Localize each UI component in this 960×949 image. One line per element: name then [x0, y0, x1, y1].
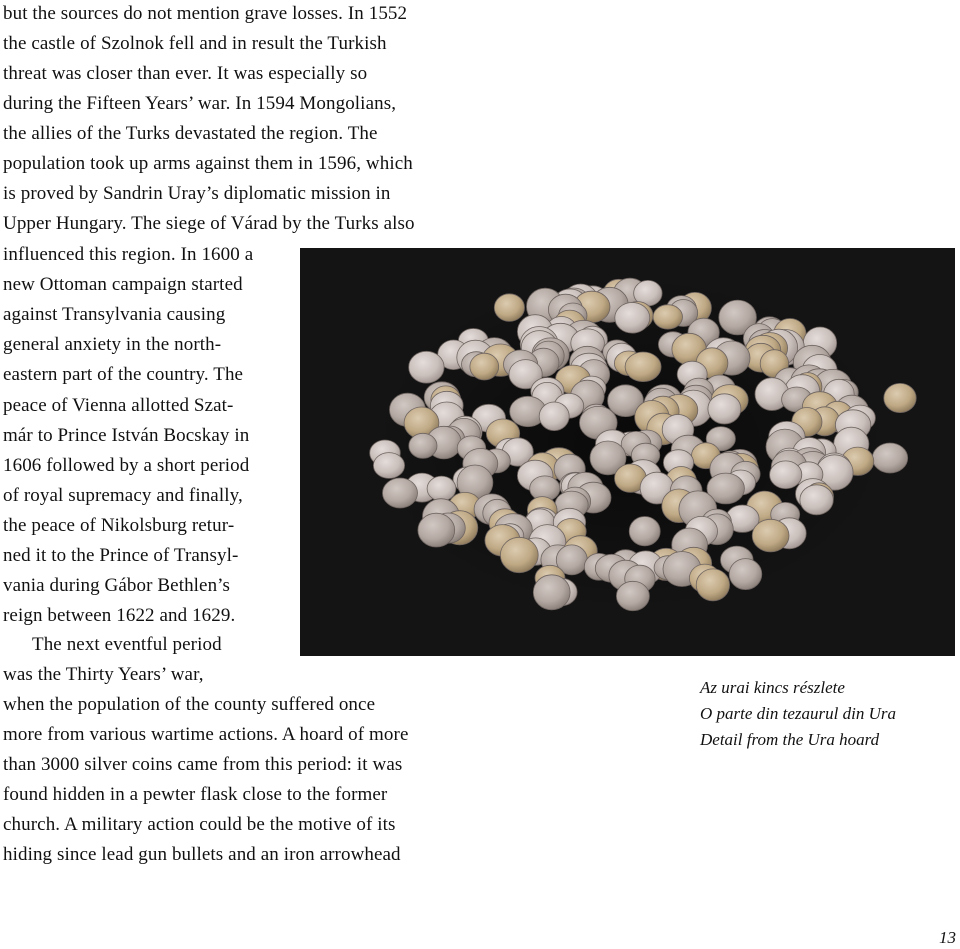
coin: [629, 517, 660, 546]
text-line: the allies of the Turks devastated the region. The: [3, 123, 378, 144]
coin: [800, 485, 833, 515]
coin: [373, 453, 404, 479]
photo-caption: [700, 675, 960, 753]
coin: [533, 575, 570, 610]
coin: [625, 352, 661, 382]
coin: [752, 519, 789, 552]
text-line: Upper Hungary. The siege of Várad by the Turks also: [3, 213, 415, 234]
text-line: general anxiety in the north-: [3, 334, 222, 355]
text-line: ned it to the Prince of Transyl-: [3, 545, 239, 566]
text-line: peace of Vienna allotted Szat-: [3, 395, 234, 416]
caption-romanian: O parte din tezaurul din Ura: [700, 704, 896, 723]
text-line: new Ottoman campaign started: [3, 274, 243, 295]
text-line: but the sources do not mention grave losses. In 1552: [3, 3, 408, 24]
coin: [409, 433, 437, 458]
coin: [427, 476, 456, 501]
coin: [616, 581, 649, 610]
text-line: influenced this region. In 1600 a: [3, 244, 254, 265]
coin: [653, 305, 682, 329]
text-line: church. A military action could be the motive of its: [3, 814, 396, 835]
coin: [470, 353, 499, 380]
coin: [696, 569, 729, 601]
text-line: 1606 followed by a short period: [3, 455, 250, 476]
page-number: 13: [939, 928, 956, 947]
text-line: is proved by Sandrin Uray’s diplomatic mission in: [3, 183, 391, 204]
text-line: vania during Gábor Bethlen’s: [3, 575, 231, 596]
text-line: reign between 1622 and 1629.: [3, 605, 236, 626]
caption-english: Detail from the Ura hoard: [700, 730, 880, 749]
text-line: The next eventful period: [32, 634, 222, 655]
text-line: was the Thirty Years’ war,: [3, 664, 204, 685]
coin: [729, 559, 762, 590]
coin: [494, 294, 524, 322]
coin-hoard-photo: [300, 248, 955, 656]
coin: [418, 513, 455, 547]
text-line: már to Prince István Bocskay in: [3, 425, 250, 446]
text-line: the castle of Szolnok fell and in result the Turkish: [3, 33, 387, 54]
text-line: against Transylvania causing: [3, 304, 226, 325]
coin: [872, 443, 907, 473]
coin: [539, 402, 569, 431]
text-line: found hidden in a pewter flask close to the former: [3, 784, 388, 805]
coin: [409, 351, 444, 383]
text-line: more from various wartime actions. A hoard of more: [3, 724, 409, 745]
coin: [770, 461, 802, 489]
coin: [708, 394, 741, 424]
text-line: the peace of Nikolsburg retur-: [3, 515, 235, 536]
text-line: during the Fifteen Years’ war. In 1594 Mongolians,: [3, 93, 397, 114]
coin: [500, 537, 538, 572]
coin: [884, 383, 916, 412]
coin: [383, 478, 418, 508]
text-line: of royal supremacy and finally,: [3, 485, 243, 506]
coin: [615, 303, 650, 334]
caption-hungarian: Az urai kincs részlete: [700, 678, 845, 697]
text-line: population took up arms against them in 1596, which: [3, 153, 413, 174]
text-line: threat was closer than ever. It was especially so: [3, 63, 368, 84]
text-line: eastern part of the country. The: [3, 364, 244, 385]
text-line: than 3000 silver coins came from this period: it was: [3, 754, 403, 775]
coin-hoard-illustration: [300, 248, 955, 656]
text-line: when the population of the county suffered once: [3, 694, 376, 715]
text-line: hiding since lead gun bullets and an iron arrowhead: [3, 844, 401, 865]
